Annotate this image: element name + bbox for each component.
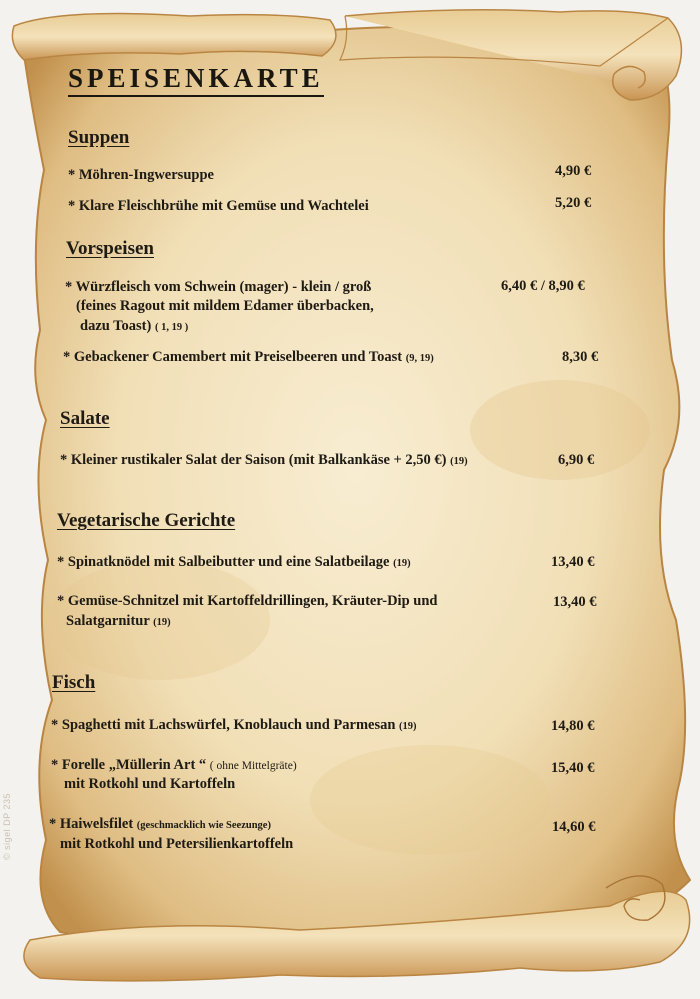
- menu-item-description: Salatgarnitur (19): [66, 613, 171, 629]
- section-heading-vorspeisen: Vorspeisen: [66, 238, 154, 259]
- menu-item-name: * Gebackener Camembert mit Preiselbeeren und Toast (9, 19): [63, 349, 434, 365]
- menu-item-price: 14,80 €: [551, 718, 595, 734]
- menu-item-price: 6,40 € / 8,90 €: [501, 278, 585, 294]
- menu-item-price: 13,40 €: [551, 554, 595, 570]
- paper-brand-watermark: © sigel DP 235: [2, 793, 12, 860]
- menu-item-price: 5,20 €: [555, 195, 592, 211]
- menu-item-price: 4,90 €: [555, 163, 592, 179]
- menu-item-name: * Spaghetti mit Lachswürfel, Knoblauch und Parmesan (19): [51, 717, 417, 733]
- section-heading-salate: Salate: [60, 408, 110, 429]
- menu-item-price: 13,40 €: [553, 594, 597, 610]
- menu-item-price: 15,40 €: [551, 760, 595, 776]
- allergen-note: (19): [399, 721, 417, 732]
- menu-item-name: * Würzfleisch vom Schwein (mager) - klein / groß: [65, 279, 372, 295]
- menu-item-price: 6,90 €: [558, 452, 595, 468]
- menu-item-name: * Möhren-Ingwersuppe: [68, 167, 214, 183]
- menu-item-name: * Haiwelsfilet (geschmacklich wie Seezunge): [49, 816, 271, 832]
- menu-item-description: dazu Toast) ( 1, 19 ): [80, 318, 189, 334]
- allergen-note: (19): [153, 617, 171, 628]
- menu-item-name: * Klare Fleischbrühe mit Gemüse und Wachtelei: [68, 198, 369, 214]
- section-heading-vegetarisch: Vegetarische Gerichte: [57, 510, 236, 531]
- menu-item-description: mit Rotkohl und Petersilienkartoffeln: [60, 836, 294, 852]
- menu-item-name: * Gemüse-Schnitzel mit Kartoffeldrillingen, Kräuter-Dip und: [57, 593, 438, 609]
- allergen-note: (9, 19): [405, 353, 434, 364]
- menu-item-name: * Forelle „Müllerin Art “ ( ohne Mittelgräte): [51, 757, 297, 773]
- allergen-note: ( 1, 19 ): [154, 322, 189, 333]
- menu-item-price: 8,30 €: [562, 349, 599, 365]
- menu-title: SPEISENKARTE: [68, 62, 324, 97]
- item-note: (geschmacklich wie Seezunge): [136, 820, 271, 831]
- menu-item-description: (feines Ragout mit mildem Edamer überbacken,: [76, 298, 374, 314]
- menu-item-price: 14,60 €: [552, 819, 596, 835]
- allergen-note: (19): [450, 456, 468, 467]
- section-heading-fisch: Fisch: [52, 672, 96, 693]
- section-heading-suppen: Suppen: [68, 127, 130, 148]
- menu-item-description: mit Rotkohl und Kartoffeln: [64, 776, 236, 792]
- item-note: ( ohne Mittelgräte): [209, 760, 297, 772]
- menu-item-name: * Spinatknödel mit Salbeibutter und eine Salatbeilage (19): [57, 554, 411, 570]
- allergen-note: (19): [393, 558, 411, 569]
- menu-item-name: * Kleiner rustikaler Salat der Saison (mit Balkankäse + 2,50 €) (19): [60, 452, 468, 468]
